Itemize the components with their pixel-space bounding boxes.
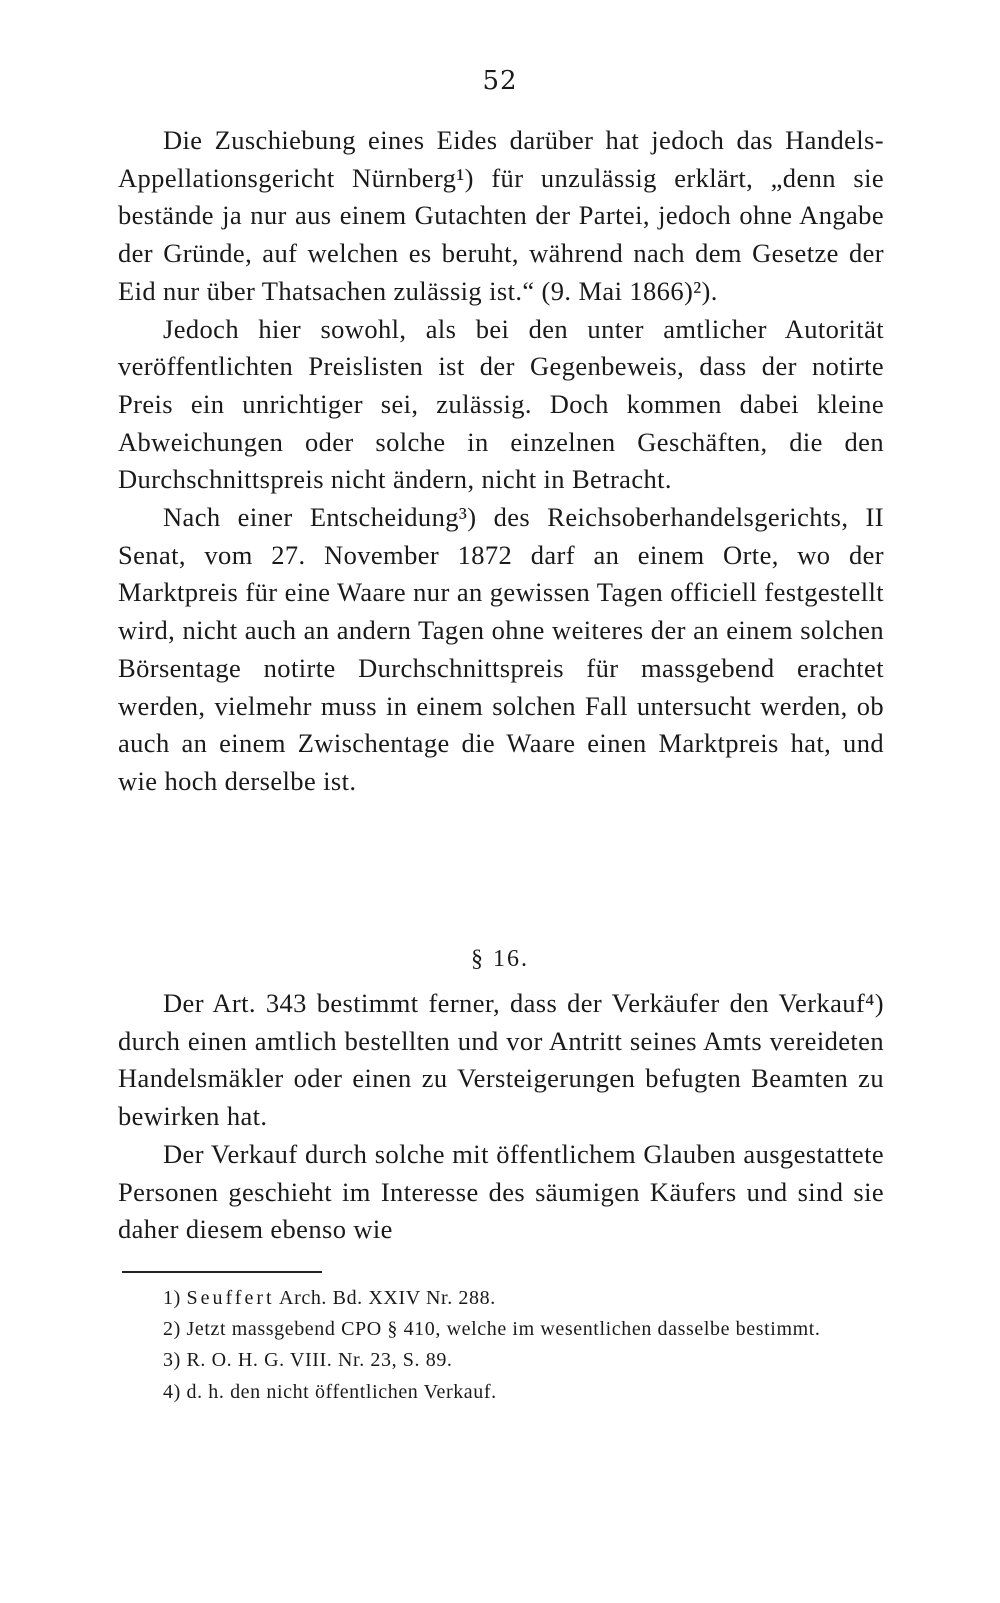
paragraph: Die Zuschiebung eines Eides darüber hat jedoch das Handels-Appellationsgericht Nürnberg¹) für unzulässig erklärt, „denn sie bestände ja nur aus einem Gutachten der Partei, jedoch ohne Angabe der Gründe, auf welchen es beruht, während nach dem Gesetze der Eid nur über Thatsachen zulässig ist.“ (9. Mai 1866)²). (118, 125, 884, 306)
footnote-marker: 4) (163, 1380, 181, 1403)
footnote-text: R. O. H. G. VIII. Nr. 23, S. 89. (180, 1349, 453, 1372)
footnote-text: Jetzt massgebend CPO § 410, welche im wesentlichen dasselbe bestimmt. (180, 1318, 821, 1341)
footnote-marker: 3) (163, 1349, 181, 1372)
footnotes (118, 1283, 884, 1408)
footnote-text: Arch. Bd. XXIV Nr. 288. (274, 1287, 496, 1309)
footnote-divider (122, 1271, 322, 1273)
section-heading: § 16. (471, 946, 529, 972)
body-text-after-section (118, 985, 884, 1249)
footnote-marker: 2) (163, 1318, 181, 1341)
page-number: 52 (482, 66, 518, 96)
paragraph: Der Art. 343 bestimmt ferner, dass der Verkäufer den Verkauf⁴) durch einen amtlich bestellten und vor Antritt seines Amts vereideten Handelsmäkler oder einen zu Versteigerungen befugten Beamten zu bewirken hat. (118, 988, 884, 1132)
footnote-author: Seuffert (186, 1287, 275, 1309)
footnote (118, 1314, 884, 1345)
footnote (118, 1283, 884, 1314)
paragraph: Der Verkauf durch solche mit öffentlichem Glauben ausgestattete Personen geschieht im Interesse des säumigen Käufers und sind sie daher diesem ebenso wie (118, 1138, 884, 1245)
footnote (118, 1345, 884, 1376)
footnote-text: d. h. den nicht öffentlichen Verkauf. (180, 1380, 497, 1403)
body-text-before-section (118, 122, 884, 801)
footnote (118, 1377, 884, 1408)
paragraph: Nach einer Entscheidung³) des Reichsoberhandelsgerichts, II Senat, vom 27. November 1872 darf an einem Orte, wo der Marktpreis für eine Waare nur an gewissen Tagen officiell festgestellt wird, nicht auch an andern Tagen ohne weiteres der an einem solchen Börsentage notirte Durchschnittspreis für massgebend erachtet werden, vielmehr muss in einem solchen Fall untersucht werden, ob auch an einem Zwischentage die Waare einen Marktpreis hat, und wie hoch derselbe ist. (118, 502, 884, 796)
footnote-marker: 1) (163, 1287, 181, 1309)
paragraph: Jedoch hier sowohl, als bei den unter amtlicher Autorität veröffentlichten Preislisten ist der Gegenbeweis, dass der notirte Preis ein unrichtiger sei, zulässig. Doch kommen dabei kleine Abweichungen oder solche in einzelnen Geschäften, die den Durchschnittspreis nicht ändern, nicht in Betracht. (118, 313, 884, 495)
